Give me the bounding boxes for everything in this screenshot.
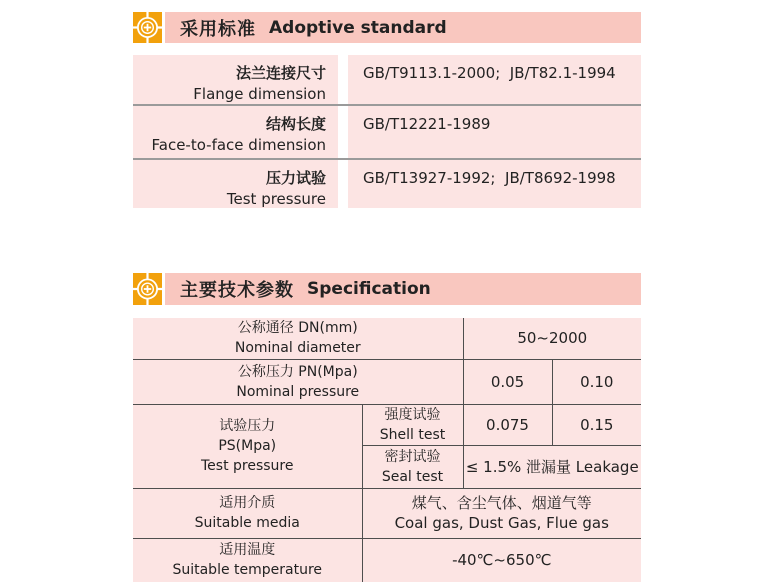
specification-table [133, 318, 641, 582]
adoptive-standard-section [133, 12, 641, 208]
column-gap [338, 55, 348, 104]
table-row [133, 55, 641, 104]
table-row [133, 158, 641, 208]
spec-value-seal-test: ≤ 1.5% 泄漏量 Leakage [463, 445, 641, 488]
row-label [133, 106, 338, 158]
label-zh: 试验压力 [219, 418, 276, 434]
label-zh: 强度试验 [384, 406, 441, 423]
label-en: Suitable media [194, 515, 300, 531]
section-title-en: Specification [307, 279, 431, 299]
spec-label-suitable-media [133, 488, 362, 538]
table-row [133, 488, 641, 538]
spec-label-test-pressure [133, 404, 362, 488]
table-row [133, 104, 641, 158]
spec-value-nominal-pressure-1: 0.05 [463, 359, 552, 404]
table-row [133, 359, 641, 404]
label-en: Test pressure [201, 458, 294, 474]
standards-table [133, 55, 641, 208]
label-zh: 适用温度 [219, 542, 276, 559]
section-title-en: Adoptive standard [269, 17, 447, 38]
row-label-en: Face-to-face dimension [151, 136, 326, 154]
label-en: Shell test [379, 426, 446, 443]
column-gap [338, 106, 348, 158]
spec-value-nominal-diameter: 50~2000 [463, 318, 641, 359]
specification-section [133, 273, 641, 582]
section-title-zh: 主要技术参数 [180, 280, 294, 301]
label-zh: 适用介质 [219, 495, 276, 511]
row-value: GB/T12221-1989 [348, 106, 641, 158]
value-zh: 煤气、含尘气体、烟道气等 [411, 494, 592, 512]
row-label [133, 160, 338, 208]
spec-label-suitable-temperature [133, 538, 362, 582]
spec-value-suitable-media [362, 488, 641, 538]
row-label [133, 55, 338, 104]
row-label-zh: 压力试验 [265, 169, 326, 187]
row-label-zh: 法兰连接尺寸 [235, 64, 326, 82]
label-zh: 密封试验 [384, 448, 441, 465]
label-en: Suitable temperature [172, 562, 323, 579]
table-row [133, 538, 641, 582]
value-en: Coal gas, Dust Gas, Flue gas [394, 514, 609, 532]
label-zh: 公称压力 PN(Mpa) [237, 363, 358, 380]
specification-header [133, 273, 641, 305]
section-title-zh: 采用标准 [180, 18, 256, 40]
label-en: Seal test [381, 468, 444, 485]
label-en: Nominal diameter [234, 340, 361, 357]
column-gap [338, 160, 348, 208]
spec-label-nominal-pressure [133, 359, 463, 404]
target-crosshair-icon [133, 273, 162, 304]
label-zh: 公称通径 DN(mm) [237, 320, 358, 337]
adoptive-standard-header [133, 12, 641, 43]
spec-label-nominal-diameter [133, 318, 463, 359]
spec-value-shell-test-2: 0.15 [552, 404, 641, 445]
table-row [133, 318, 641, 359]
section-title-band [165, 273, 641, 305]
spec-value-shell-test-1: 0.075 [463, 404, 552, 445]
section-title-band [165, 12, 641, 43]
spec-sublabel-seal-test [362, 445, 463, 488]
spec-sublabel-shell-test [362, 404, 463, 445]
row-label-en: Flange dimension [193, 85, 326, 103]
table-row [133, 404, 641, 445]
spec-value-nominal-pressure-2: 0.10 [552, 359, 641, 404]
label-unit: PS(Mpa) [218, 438, 277, 454]
row-label-en: Test pressure [226, 190, 326, 208]
label-en: Nominal pressure [236, 383, 360, 400]
row-value: GB/T9113.1-2000; JB/T82.1-1994 [348, 55, 641, 104]
row-value: GB/T13927-1992; JB/T8692-1998 [348, 160, 641, 208]
page-content [133, 0, 641, 582]
row-label-zh: 结构长度 [265, 115, 326, 133]
spec-value-suitable-temperature: -40℃~650℃ [362, 538, 641, 582]
target-crosshair-icon [133, 12, 162, 43]
